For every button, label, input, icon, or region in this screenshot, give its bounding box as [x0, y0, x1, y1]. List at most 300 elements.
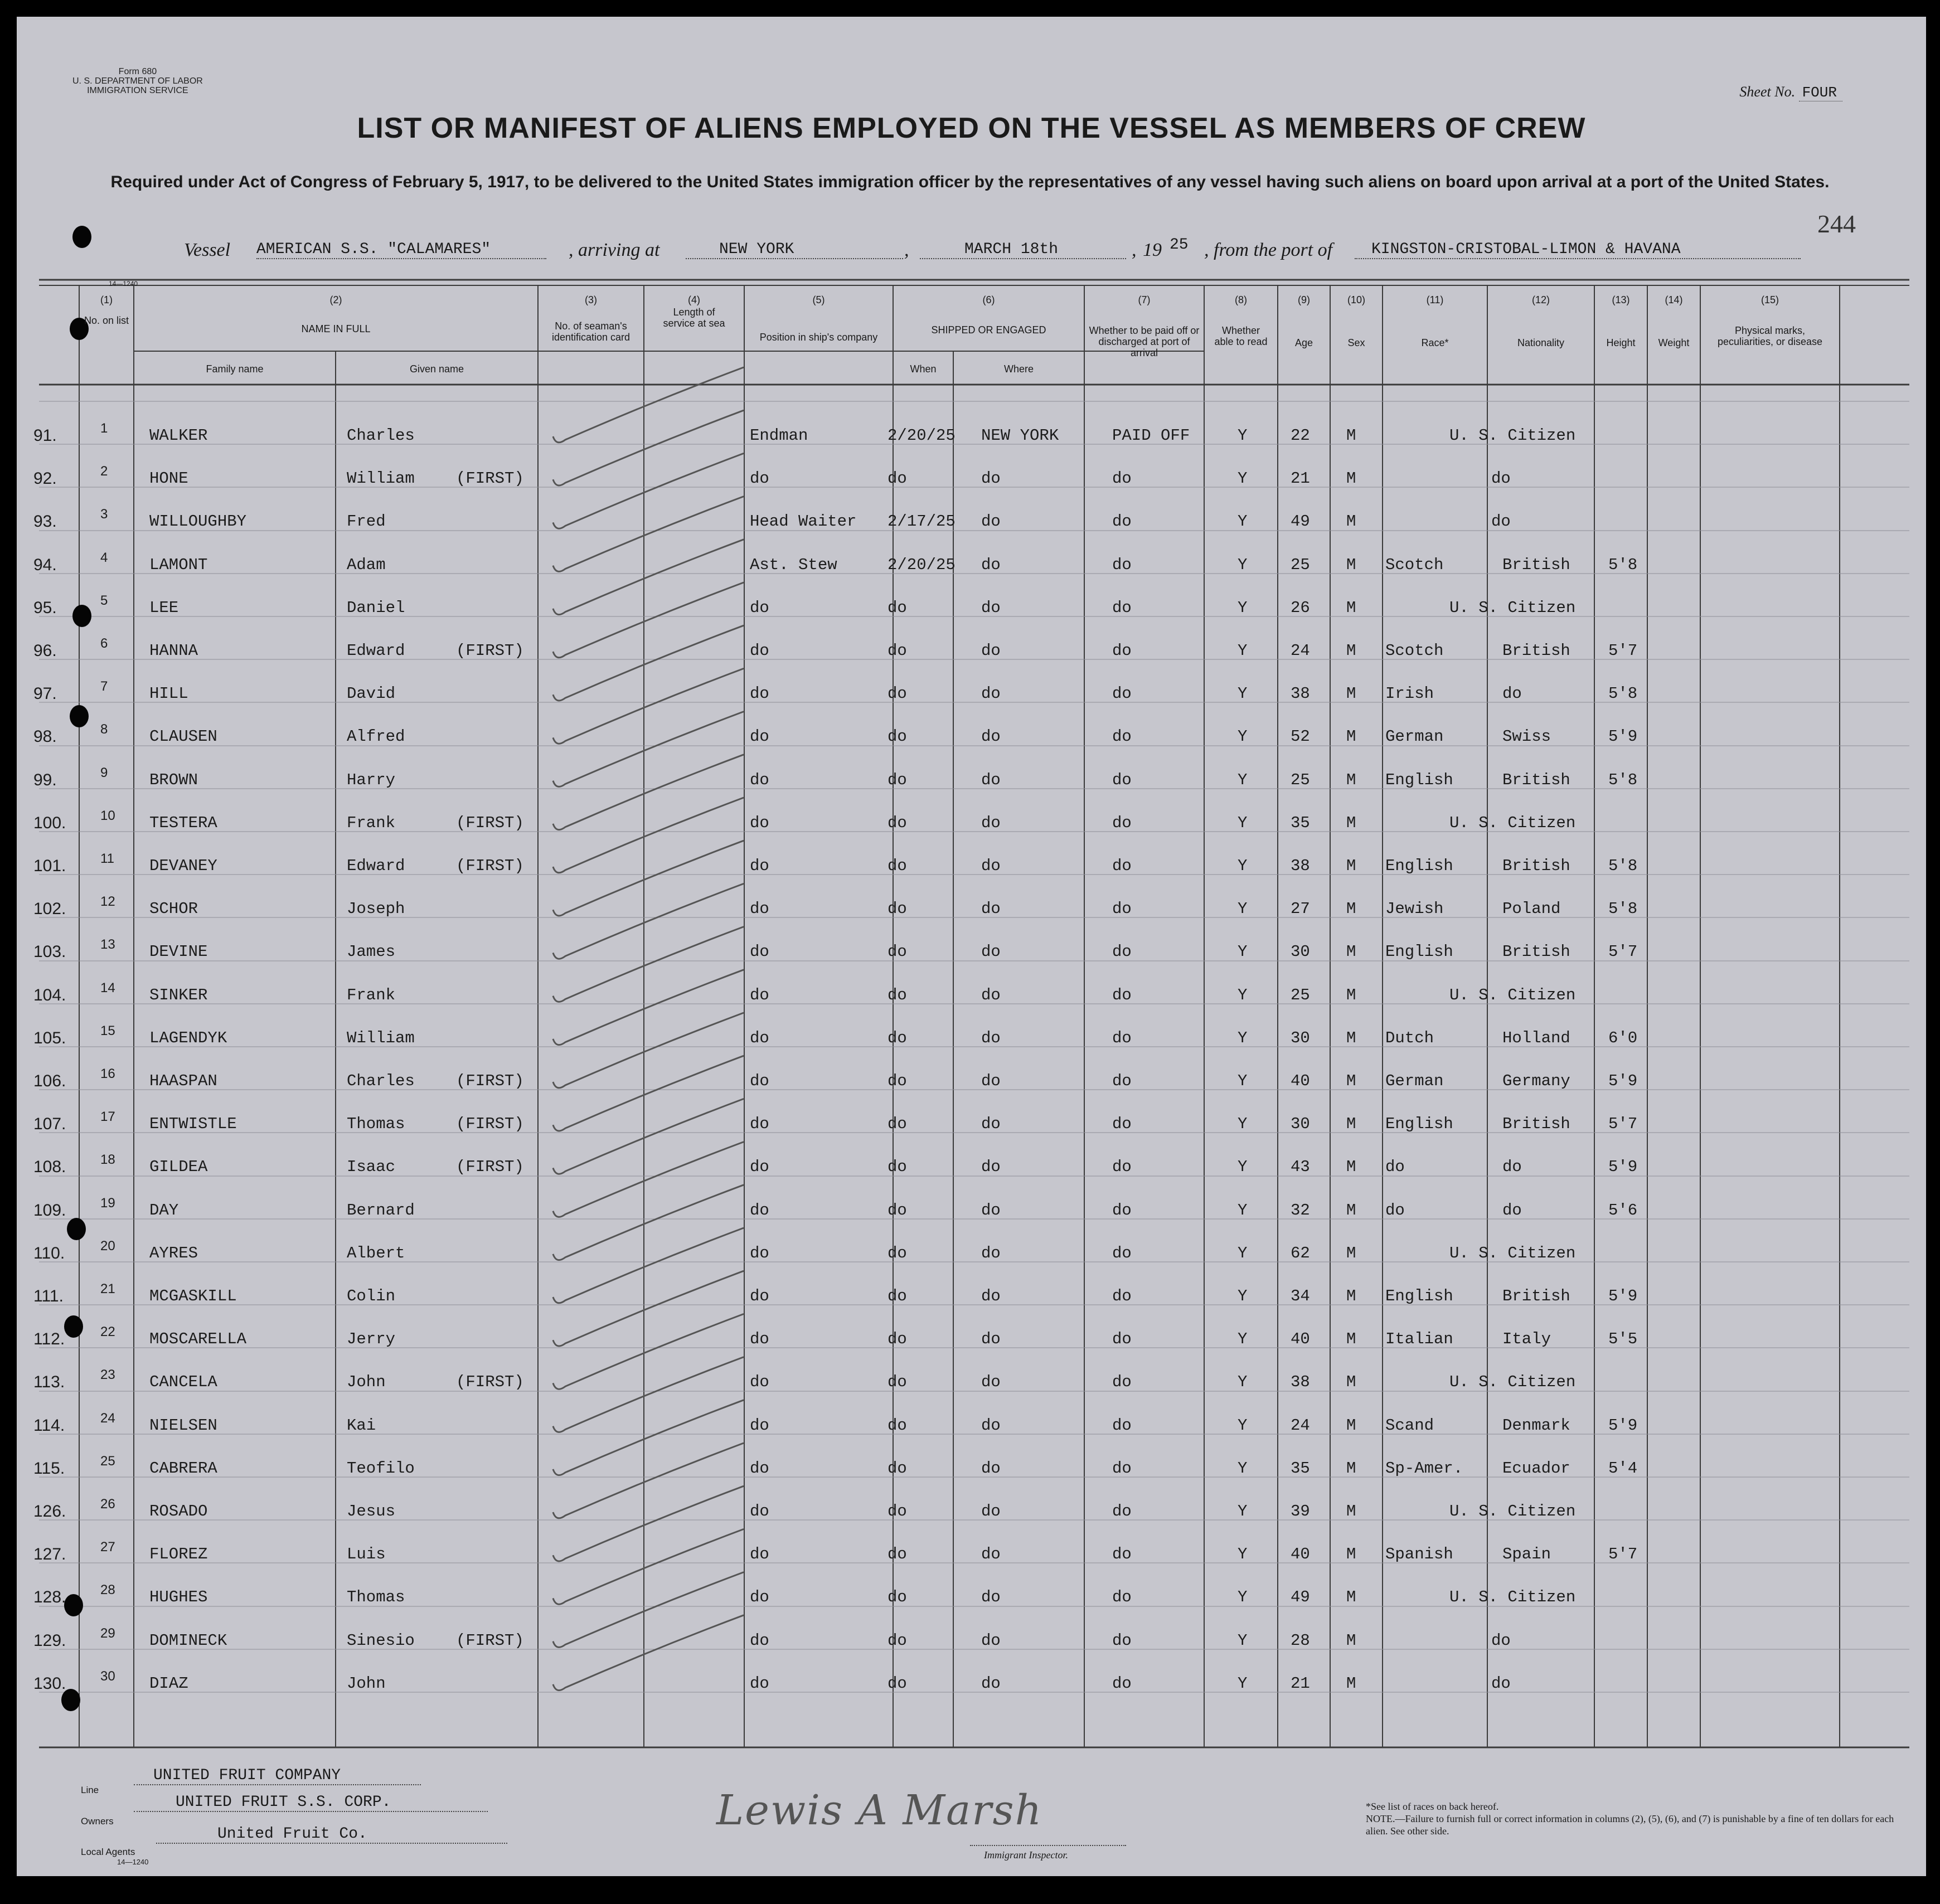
sex-cell: M: [1346, 1588, 1356, 1607]
nationality-cell: British: [1502, 943, 1570, 961]
shipped-where-cell: do: [981, 555, 1001, 574]
row-list-number: 29: [100, 1625, 115, 1641]
race-cell: do: [1385, 1201, 1405, 1220]
able-to-read-cell: Y: [1238, 900, 1248, 919]
nationality-cell: U. S. Citizen: [1449, 1244, 1576, 1262]
shipped-when-cell: do: [887, 727, 907, 746]
pencil-check-mark: [553, 1099, 744, 1174]
position-cell: do: [750, 1287, 769, 1305]
punch-hole: [70, 705, 89, 727]
position-cell: do: [750, 770, 769, 789]
shipped-where-cell: do: [981, 1674, 1001, 1693]
position-cell: do: [750, 857, 769, 875]
shipped-when-cell: do: [887, 1158, 907, 1177]
paid-off-cell: do: [1112, 1287, 1132, 1305]
position-cell: do: [750, 1158, 769, 1177]
position-cell: do: [750, 1072, 769, 1090]
family-name-cell: ROSADO: [149, 1502, 208, 1521]
height-cell: 5'9: [1608, 727, 1638, 746]
age-cell: 30: [1291, 943, 1310, 961]
row-margin-number: 92.: [33, 469, 57, 488]
footnote: [1366, 1800, 1901, 1837]
pencil-check-mark: [553, 625, 744, 701]
position-cell: do: [750, 1502, 769, 1521]
row-list-number: 17: [100, 1109, 115, 1125]
shipped-when-cell: do: [887, 1588, 907, 1607]
age-cell: 62: [1291, 1244, 1310, 1262]
col-number: (9): [1298, 294, 1310, 305]
able-to-read-cell: Y: [1238, 1373, 1248, 1392]
given-name-cell: Luis: [347, 1545, 386, 1564]
family-name-cell: CABRERA: [149, 1459, 217, 1478]
shipped-when-cell: do: [887, 1115, 907, 1134]
row-margin-number: 129.: [33, 1631, 66, 1650]
pencil-check-mark: [553, 1486, 744, 1561]
given-name-cell: Isaac: [347, 1158, 396, 1177]
sex-cell: M: [1346, 1158, 1356, 1177]
family-name-cell: HAASPAN: [149, 1072, 217, 1090]
form-number: Form 680: [118, 67, 157, 76]
row-margin-number: 96.: [33, 642, 57, 660]
row-margin-number: 128.: [33, 1588, 66, 1607]
paid-off-cell: do: [1112, 1502, 1132, 1521]
position-cell: do: [750, 469, 769, 488]
given-name-cell: William: [347, 1028, 415, 1047]
separator-comma: ,: [1132, 240, 1137, 260]
nationality-cell: U. S. Citizen: [1449, 1502, 1576, 1521]
row-margin-number: 126.: [33, 1502, 66, 1521]
age-cell: 26: [1291, 598, 1310, 617]
pencil-check-mark: [553, 1572, 744, 1648]
family-name-cell: MCGASKILL: [149, 1287, 237, 1305]
age-cell: 24: [1291, 642, 1310, 660]
shipped-where-cell: do: [981, 1631, 1001, 1650]
family-name-cell: WILLOUGHBY: [149, 512, 247, 531]
shipped-where-cell: do: [981, 469, 1001, 488]
shipped-when-cell: do: [887, 770, 907, 789]
height-cell: 5'9: [1608, 1416, 1638, 1435]
sex-cell: M: [1346, 1287, 1356, 1305]
col-number: (2): [329, 294, 342, 305]
header-shipped: SHIPPED OR ENGAGED: [931, 324, 1046, 336]
paid-off-cell: do: [1112, 943, 1132, 961]
given-name-cell: James: [347, 943, 396, 961]
shipped-when-cell: 2/20/25: [887, 426, 956, 445]
col-number: (14): [1665, 294, 1683, 305]
shipped-where-cell: do: [981, 1244, 1001, 1262]
shipped-where-cell: do: [981, 1115, 1001, 1134]
family-name-cell: HUGHES: [149, 1588, 208, 1607]
shipped-where-cell: do: [981, 684, 1001, 703]
family-name-cell: FLOREZ: [149, 1545, 208, 1564]
name-note-cell: (FIRST): [456, 813, 524, 832]
row-list-number: 13: [100, 937, 115, 953]
shipped-where-cell: NEW YORK: [981, 426, 1059, 445]
position-cell: do: [750, 1545, 769, 1564]
sex-cell: M: [1346, 900, 1356, 919]
shipped-when-cell: do: [887, 1502, 907, 1521]
punch-hole: [67, 1218, 86, 1240]
position-cell: do: [750, 1416, 769, 1435]
height-cell: 5'9: [1608, 1287, 1638, 1305]
able-to-read-cell: Y: [1238, 1201, 1248, 1220]
nationality-cell: British: [1502, 1287, 1570, 1305]
arriving-label: , arriving at: [569, 240, 660, 260]
height-cell: 5'6: [1608, 1201, 1638, 1220]
sex-cell: M: [1346, 598, 1356, 617]
position-cell: do: [750, 1373, 769, 1392]
shipped-where-cell: do: [981, 943, 1001, 961]
pencil-check-mark: [553, 1443, 744, 1518]
row-list-number: 10: [100, 808, 115, 823]
race-cell: English: [1385, 770, 1453, 789]
row-list-number: 22: [100, 1324, 115, 1340]
family-name-cell: AYRES: [149, 1244, 198, 1262]
name-note-cell: (FIRST): [456, 642, 524, 660]
given-name-cell: John: [347, 1373, 386, 1392]
age-cell: 52: [1291, 727, 1310, 746]
row-margin-number: 106.: [33, 1072, 66, 1090]
shipped-when-cell: do: [887, 642, 907, 660]
paid-off-cell: do: [1112, 1201, 1132, 1220]
able-to-read-cell: Y: [1238, 1330, 1248, 1349]
height-cell: 5'7: [1608, 1115, 1638, 1134]
paid-off-cell: do: [1112, 985, 1132, 1004]
signature-text: Lewis A Marsh: [716, 1786, 1043, 1834]
row-margin-number: 105.: [33, 1028, 66, 1047]
header-physical: Physical marks, peculiarities, or disease: [1717, 325, 1823, 347]
shipped-where-cell: do: [981, 512, 1001, 531]
pencil-check-mark: [553, 1271, 744, 1346]
from-port: KINGSTON-CRISTOBAL-LIMON & HAVANA: [1355, 241, 1801, 259]
able-to-read-cell: Y: [1238, 1631, 1248, 1650]
able-to-read-cell: Y: [1238, 1545, 1248, 1564]
paid-off-cell: do: [1112, 684, 1132, 703]
sex-cell: M: [1346, 1674, 1356, 1693]
position-cell: Endman: [750, 426, 808, 445]
shipped-where-cell: do: [981, 1201, 1001, 1220]
shipped-where-cell: do: [981, 1545, 1001, 1564]
family-name-cell: LAMONT: [149, 555, 208, 574]
height-cell: 5'8: [1608, 900, 1638, 919]
paid-off-cell: do: [1112, 642, 1132, 660]
paid-off-cell: do: [1112, 1373, 1132, 1392]
age-cell: 24: [1291, 1416, 1310, 1435]
family-name-cell: HILL: [149, 684, 188, 703]
able-to-read-cell: Y: [1238, 512, 1248, 531]
pencil-check-mark: [553, 668, 744, 744]
shipped-when-cell: do: [887, 1459, 907, 1478]
able-to-read-cell: Y: [1238, 770, 1248, 789]
shipped-when-cell: do: [887, 469, 907, 488]
given-name-cell: Harry: [347, 770, 396, 789]
able-to-read-cell: Y: [1238, 1287, 1248, 1305]
sex-cell: M: [1346, 1115, 1356, 1134]
shipped-where-cell: do: [981, 1072, 1001, 1090]
shipped-when-cell: do: [887, 813, 907, 832]
given-name-cell: Teofilo: [347, 1459, 415, 1478]
sheet-number: [1739, 84, 1842, 101]
row-margin-number: 99.: [33, 770, 57, 789]
shipped-when-cell: do: [887, 1244, 907, 1262]
position-cell: do: [750, 1588, 769, 1607]
nationality-cell: Swiss: [1502, 727, 1551, 746]
row-margin-number: 95.: [33, 598, 57, 617]
able-to-read-cell: Y: [1238, 1072, 1248, 1090]
line-value: UNITED FRUIT COMPANY: [134, 1767, 421, 1785]
family-name-cell: HANNA: [149, 642, 198, 660]
shipped-when-cell: do: [887, 1373, 907, 1392]
row-margin-number: 107.: [33, 1115, 66, 1134]
form-identifier: [72, 67, 203, 95]
from-label: , from the port of: [1204, 240, 1333, 260]
name-note-cell: (FIRST): [456, 1373, 524, 1392]
row-list-number: 23: [100, 1367, 115, 1383]
row-margin-number: 91.: [33, 426, 57, 445]
row-list-number: 7: [100, 679, 108, 694]
header-able-read: Whether able to read: [1214, 325, 1268, 347]
shipped-when-cell: do: [887, 985, 907, 1004]
able-to-read-cell: Y: [1238, 684, 1248, 703]
nationality-cell: U. S. Citizen: [1449, 1588, 1576, 1607]
shipped-where-cell: do: [981, 1330, 1001, 1349]
col-number: (8): [1235, 294, 1247, 305]
pencil-check-mark: [553, 367, 744, 443]
race-cell: do: [1385, 1158, 1405, 1177]
row-margin-number: 108.: [33, 1158, 66, 1177]
shipped-when-cell: do: [887, 1674, 907, 1693]
arrival-date: MARCH 18th: [920, 241, 1126, 259]
header-age: Age: [1294, 337, 1313, 348]
age-cell: 30: [1291, 1115, 1310, 1134]
nationality-cell: British: [1502, 555, 1570, 574]
able-to-read-cell: Y: [1238, 943, 1248, 961]
row-list-number: 8: [100, 722, 108, 737]
owners-value: UNITED FRUIT S.S. CORP.: [134, 1794, 488, 1812]
family-name-cell: MOSCARELLA: [149, 1330, 247, 1349]
row-list-number: 11: [100, 851, 114, 866]
inspector-line: [970, 1845, 1126, 1846]
vessel-name: AMERICAN S.S. "CALAMARES": [256, 241, 546, 259]
row-margin-number: 93.: [33, 512, 57, 531]
position-cell: do: [750, 684, 769, 703]
age-cell: 38: [1291, 857, 1310, 875]
sex-cell: M: [1346, 727, 1356, 746]
vessel-label: Vessel: [184, 240, 231, 260]
nationality-cell: do: [1491, 512, 1511, 531]
col-number: (6): [982, 294, 995, 305]
shipped-when-cell: do: [887, 1416, 907, 1435]
nationality-cell: U. S. Citizen: [1449, 985, 1576, 1004]
pencil-check-mark: [553, 1185, 744, 1260]
header-position: Position in ship's company: [759, 332, 878, 343]
nationality-cell: do: [1491, 1674, 1511, 1693]
position-cell: do: [750, 1459, 769, 1478]
family-name-cell: DEVANEY: [149, 857, 217, 875]
footer-print-code: 14—1240: [117, 1858, 149, 1866]
age-cell: 25: [1291, 985, 1310, 1004]
row-margin-number: 102.: [33, 900, 66, 919]
row-list-number: 20: [100, 1238, 115, 1254]
pencil-check-mark: [553, 841, 744, 916]
family-name-cell: ENTWISTLE: [149, 1115, 237, 1134]
sex-cell: M: [1346, 1416, 1356, 1435]
print-code: 14—1240: [109, 280, 138, 288]
family-name-cell: DEVINE: [149, 943, 208, 961]
shipped-where-cell: do: [981, 900, 1001, 919]
able-to-read-cell: Y: [1238, 598, 1248, 617]
sex-cell: M: [1346, 1201, 1356, 1220]
age-cell: 30: [1291, 1028, 1310, 1047]
given-name-cell: David: [347, 684, 396, 703]
nationality-cell: do: [1502, 1158, 1522, 1177]
race-cell: Scotch: [1385, 642, 1444, 660]
paid-off-cell: do: [1112, 813, 1132, 832]
nationality-cell: do: [1491, 469, 1511, 488]
family-name-cell: HONE: [149, 469, 188, 488]
family-name-cell: NIELSEN: [149, 1416, 217, 1435]
agents-label: Local Agents: [81, 1847, 135, 1857]
col-number: (11): [1426, 294, 1444, 305]
header-given-name: Given name: [409, 363, 464, 375]
position-cell: do: [750, 1631, 769, 1650]
height-cell: 5'7: [1608, 642, 1638, 660]
name-note-cell: (FIRST): [456, 469, 524, 488]
age-cell: 27: [1291, 900, 1310, 919]
row-list-number: 21: [100, 1281, 115, 1296]
race-cell: English: [1385, 1115, 1453, 1134]
row-margin-number: 104.: [33, 985, 66, 1004]
given-name-cell: Colin: [347, 1287, 396, 1305]
race-cell: Italian: [1385, 1330, 1453, 1349]
row-margin-number: 110.: [33, 1244, 65, 1262]
given-name-cell: Jesus: [347, 1502, 396, 1521]
row-margin-number: 127.: [33, 1545, 66, 1564]
age-cell: 39: [1291, 1502, 1310, 1521]
col-number: (1): [100, 294, 113, 305]
shipped-where-cell: do: [981, 1588, 1001, 1607]
height-cell: 5'9: [1608, 1072, 1638, 1090]
name-note-cell: (FIRST): [456, 1631, 524, 1650]
family-name-cell: LAGENDYK: [149, 1028, 227, 1047]
given-name-cell: Thomas: [347, 1588, 405, 1607]
punch-hole: [64, 1594, 83, 1616]
family-name-cell: TESTERA: [149, 813, 217, 832]
position-cell: do: [750, 1674, 769, 1693]
nationality-cell: U. S. Citizen: [1449, 598, 1576, 617]
paid-off-cell: do: [1112, 1158, 1132, 1177]
row-margin-number: 94.: [33, 555, 57, 574]
race-cell: English: [1385, 1287, 1453, 1305]
sex-cell: M: [1346, 1244, 1356, 1262]
age-cell: 40: [1291, 1330, 1310, 1349]
shipped-where-cell: do: [981, 1287, 1001, 1305]
age-cell: 49: [1291, 1588, 1310, 1607]
sex-cell: M: [1346, 1373, 1356, 1392]
able-to-read-cell: Y: [1238, 1158, 1248, 1177]
row-list-number: 16: [100, 1066, 115, 1081]
height-cell: 5'4: [1608, 1459, 1638, 1478]
department-name: U. S. DEPARTMENT OF LABOR: [72, 76, 203, 86]
shipped-where-cell: do: [981, 1416, 1001, 1435]
row-list-number: 12: [100, 894, 115, 910]
age-cell: 25: [1291, 555, 1310, 574]
paid-off-cell: do: [1112, 1545, 1132, 1564]
height-cell: 5'7: [1608, 1545, 1638, 1564]
page-title: LIST OR MANIFEST OF ALIENS EMPLOYED ON THE VESSEL AS MEMBERS OF CREW: [357, 112, 1586, 144]
height-cell: 5'7: [1608, 943, 1638, 961]
row-margin-number: 115.: [33, 1459, 65, 1478]
pencil-check-mark: [553, 497, 744, 572]
header-weight: Weight: [1658, 337, 1690, 348]
age-cell: 49: [1291, 512, 1310, 531]
name-note-cell: (FIRST): [456, 1115, 524, 1134]
pencil-check-mark: [553, 1529, 744, 1604]
family-name-cell: SCHOR: [149, 900, 198, 919]
given-name-cell: Fred: [347, 512, 386, 531]
footnote-penalty: NOTE.—Failure to furnish full or correct information in columns (2), (5), (6), and (7) is punishable by a fine of ten dollars for each alien. See other side.: [1366, 1813, 1894, 1837]
pencil-check-mark: [553, 927, 744, 1002]
given-name-cell: John: [347, 1674, 386, 1693]
pencil-check-mark: [553, 1013, 744, 1088]
family-name-cell: LEE: [149, 598, 179, 617]
given-name-cell: William: [347, 469, 415, 488]
age-cell: 35: [1291, 813, 1310, 832]
race-cell: English: [1385, 857, 1453, 875]
given-name-cell: Bernard: [347, 1201, 415, 1220]
paid-off-cell: PAID OFF: [1112, 426, 1190, 445]
position-cell: do: [750, 1330, 769, 1349]
row-list-number: 9: [100, 765, 108, 780]
shipped-when-cell: do: [887, 1330, 907, 1349]
header-when: When: [910, 363, 937, 375]
header-paid-off: Whether to be paid off or discharged at port of arrival: [1089, 325, 1200, 358]
race-cell: Dutch: [1385, 1028, 1434, 1047]
pencil-check-mark: [553, 410, 744, 485]
able-to-read-cell: Y: [1238, 1115, 1248, 1134]
row-list-number: 5: [100, 592, 108, 608]
shipped-where-cell: do: [981, 857, 1001, 875]
age-cell: 22: [1291, 426, 1310, 445]
col-number: (10): [1347, 294, 1365, 305]
shipped-when-cell: do: [887, 1028, 907, 1047]
pencil-check-mark: [553, 755, 744, 830]
given-name-cell: Sinesio: [347, 1631, 415, 1650]
shipped-when-cell: do: [887, 1287, 907, 1305]
height-cell: 5'9: [1608, 1158, 1638, 1177]
nationality-cell: do: [1491, 1631, 1511, 1650]
sex-cell: M: [1346, 1072, 1356, 1090]
row-list-number: 26: [100, 1497, 115, 1512]
reference-number: 244: [1817, 210, 1856, 238]
position-cell: Ast. Stew: [750, 555, 837, 574]
vessel-line: [184, 236, 1801, 273]
header-race: Race*: [1421, 337, 1449, 348]
inspector-signature: [716, 1786, 1042, 1834]
row-list-number: 14: [100, 980, 115, 995]
paid-off-cell: do: [1112, 1115, 1132, 1134]
pencil-check-mark: [553, 798, 744, 873]
paid-off-cell: do: [1112, 900, 1132, 919]
row-list-number: 30: [100, 1668, 115, 1684]
pencil-check-mark: [553, 1056, 744, 1131]
age-cell: 34: [1291, 1287, 1310, 1305]
footnote-races: *See list of races on back hereof.: [1366, 1801, 1499, 1812]
age-cell: 21: [1291, 1674, 1310, 1693]
able-to-read-cell: Y: [1238, 426, 1248, 445]
able-to-read-cell: Y: [1238, 1674, 1248, 1693]
position-cell: do: [750, 985, 769, 1004]
